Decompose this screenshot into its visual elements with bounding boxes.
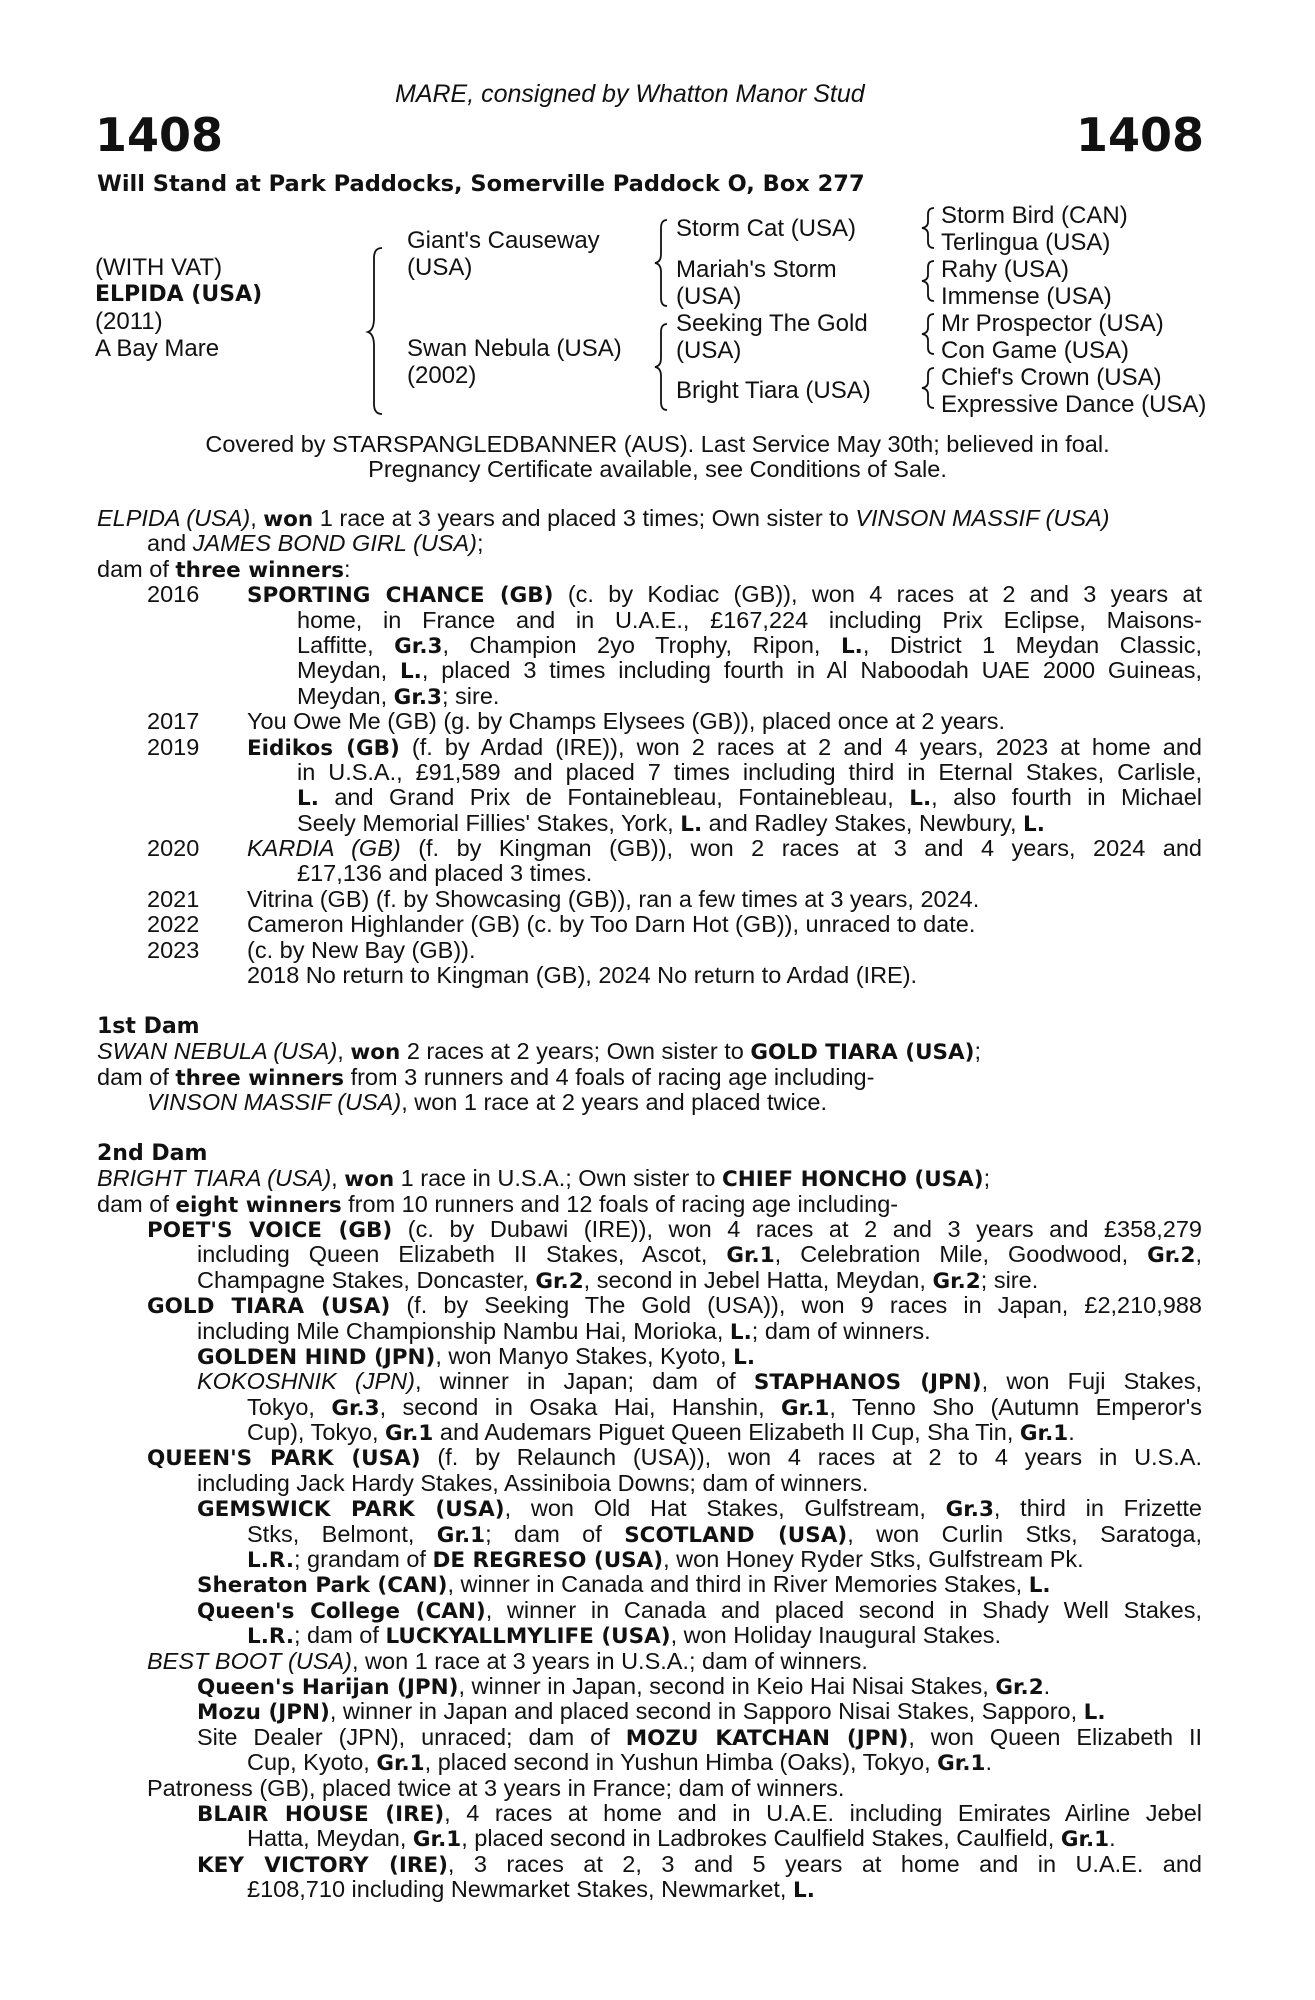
catalogue-text: [97, 506, 1202, 1902]
covered-note: Covered by STARSPANGLEDBANNER (AUS). Last Service May 30th; believed in foal. Pregnancy Certificate available, see Conditions of Sale.: [205, 431, 1110, 482]
text-line: BLAIR HOUSE (IRE), 4 races at home and in U.A.E. including Emirates Airline Jebel: [197, 1800, 1202, 1827]
no-return-note: 2018 No return to Kingman (GB), 2024 No return to Ardad (IRE).: [247, 962, 918, 989]
grandsire-maternal: Seeking The Gold (USA): [676, 310, 868, 364]
produce-2022: 2022 Cameron Highlander (GB) (c. by Too Darn Hot (GB)), unraced to date.: [147, 911, 976, 938]
text-line: Mozu (JPN), winner in Japan and placed second in Sapporo Nisai Stakes, Sapporo, L.: [197, 1698, 1106, 1726]
ggp-3: Rahy (USA): [941, 256, 1070, 283]
stand-location: Will Stand at Park Paddocks, Somerville Paddock O, Box 277: [97, 171, 865, 197]
grandsire-paternal: Storm Cat (USA): [676, 215, 857, 242]
text-line: GOLDEN HIND (JPN), won Manyo Stakes, Kyoto, L.: [197, 1342, 756, 1370]
pedigree-brace-dam: [655, 322, 669, 412]
consignor-subtitle: MARE, consigned by Whatton Manor Stud: [395, 80, 865, 108]
text-line: L.R.; dam of LUCKYALLMYLIFE (USA), won Holiday Inaugural Stakes.: [247, 1622, 1002, 1650]
brace-gg1: [922, 206, 936, 250]
granddam-maternal: Bright Tiara (USA): [676, 377, 871, 404]
text-line: POET'S VOICE (GB) (c. by Dubawi (IRE)), won 4 races at 2 and 3 years and £358,279: [147, 1216, 1202, 1243]
text-line: Cup), Tokyo, Gr.1 and Audemars Piguet Queen Elizabeth II Cup, Sha Tin, Gr.1.: [247, 1419, 1075, 1447]
produce-2020: 2020 KARDIA (GB) (f. by Kingman (GB)), won 2 races at 3 and 4 years, 2024 and £17,136 and placed 3 times.: [147, 835, 1202, 887]
ggp-6: Con Game (USA): [941, 337, 1130, 364]
text-line: QUEEN'S PARK (USA) (f. by Relaunch (USA)), won 4 races at 2 to 4 years in U.S.A.: [147, 1445, 1202, 1471]
produce-2019: 2019 Eidikos (GB) (f. by Ardad (IRE)), won 2 races at 2 and 4 years, 2023 at home and in U.S.A., £91,589 and placed 7 times including third in Eternal Stakes, Carlisle, L. and Grand Prix de Fontainebleau, Fontainebleau, L., also fourth in Michael Seely Memorial Fillies' Stakes, York, L. and Radley Stakes, Newbury, L.: [147, 733, 1202, 837]
text-line: GOLD TIARA (USA) (f. by Seeking The Gold (USA)), won 9 races in Japan, £2,210,988: [147, 1293, 1202, 1319]
text-line: including Jack Hardy Stakes, Assiniboia Downs; dam of winners.: [197, 1469, 869, 1496]
first-dam-heading: 1st Dam: [97, 1013, 200, 1039]
second-dam-heading: 2nd Dam: [97, 1140, 208, 1166]
dam: Swan Nebula (USA) (2002): [407, 335, 622, 389]
horse-description: A Bay Mare: [95, 335, 220, 362]
text-line: VINSON MASSIF (USA), won 1 race at 2 years and placed twice.: [147, 1088, 828, 1115]
text-line: Stks, Belmont, Gr.1; dam of SCOTLAND (USA), won Curlin Stks, Saratoga,: [247, 1521, 1202, 1548]
ggp-5: Mr Prospector (USA): [941, 310, 1164, 337]
text-line: Site Dealer (JPN), unraced; dam of MOZU KATCHAN (JPN), won Queen Elizabeth II: [197, 1724, 1202, 1751]
brace-gg3: [922, 312, 936, 356]
granddam-paternal: Mariah's Storm (USA): [676, 256, 837, 310]
vat-note: (WITH VAT): [95, 254, 223, 281]
text-line: and JAMES BOND GIRL (USA);: [147, 530, 484, 557]
produce-2021: 2021 Vitrina (GB) (f. by Showcasing (GB)), ran a few times at 3 years, 2024.: [147, 885, 980, 912]
produce-2016: 2016 SPORTING CHANCE (GB) (c. by Kodiac (GB)), won 4 races at 2 and 3 years at home, in France and in U.A.E., £167,224 including Prix Eclipse, Maisons- Laffitte, Gr.3, Champion 2yo Trophy, Ripon, L., District 1 Meydan Classic, Meydan, L., placed 3 times including fourth in Al Naboodah UAE 2000 Guineas, Meydan, Gr.3; sire.: [147, 581, 1202, 710]
ggp-4: Immense (USA): [941, 283, 1112, 310]
text-line: including Queen Elizabeth II Stakes, Ascot, Gr.1, Celebration Mile, Goodwood, Gr.2,: [197, 1242, 1202, 1268]
horse-name: ELPIDA (USA): [95, 282, 263, 307]
text-line: Patroness (GB), placed twice at 3 years in France; dam of winners.: [147, 1774, 845, 1801]
great-grandparents: [941, 202, 1206, 418]
text-line: BEST BOOT (USA), won 1 race at 3 years in U.S.A.; dam of winners.: [147, 1647, 868, 1674]
text-line: Sheraton Park (CAN), winner in Canada and third in River Memories Stakes, L.: [197, 1571, 1051, 1599]
ggp-8: Expressive Dance (USA): [941, 391, 1207, 418]
horse-info: [95, 254, 262, 362]
text-line: £108,710 including Newmarket Stakes, Newmarket, L.: [247, 1876, 815, 1904]
text-line: dam of three winners:: [97, 555, 351, 583]
text-line: SWAN NEBULA (USA), won 2 races at 2 years; Own sister to GOLD TIARA (USA);: [97, 1038, 982, 1066]
pedigree-brace-sire: [655, 218, 669, 308]
text-line: including Mile Championship Nambu Hai, Morioka, L.; dam of winners.: [197, 1317, 931, 1345]
ggp-7: Chief's Crown (USA): [941, 364, 1162, 391]
pedigree-brace-main: [368, 246, 388, 416]
text-line: Hatta, Meydan, Gr.1, placed second in Ladbrokes Caulfield Stakes, Caulfield, Gr.1.: [247, 1825, 1116, 1853]
brace-gg4: [922, 366, 936, 410]
text-line: GEMSWICK PARK (USA), won Old Hat Stakes, Gulfstream, Gr.3, third in Frizette: [197, 1496, 1202, 1522]
ggp-1: Storm Bird (CAN): [941, 202, 1128, 229]
text-line: Queen's College (CAN), winner in Canada and placed second in Shady Well Stakes,: [197, 1597, 1202, 1624]
lot-number-right: 1408: [1075, 108, 1204, 162]
brace-gg2: [922, 259, 936, 303]
ggp-2: Terlingua (USA): [941, 229, 1111, 256]
text-line: Champagne Stakes, Doncaster, Gr.2, second in Jebel Hatta, Meydan, Gr.2; sire.: [197, 1266, 1039, 1294]
text-line: ELPIDA (USA), won 1 race at 3 years and placed 3 times; Own sister to VINSON MASSIF (USA): [97, 505, 1110, 532]
produce-2023: 2023 (c. by New Bay (GB)).: [147, 936, 476, 963]
lot-number-left: 1408: [95, 108, 224, 162]
text-line: Tokyo, Gr.3, second in Osaka Hai, Hanshin, Gr.1, Tenno Sho (Autumn Emperor's: [247, 1394, 1202, 1421]
text-line: dam of eight winners from 10 runners and 12 foals of racing age including-: [97, 1190, 899, 1218]
sire: Giant's Causeway (USA): [407, 227, 600, 281]
text-line: BRIGHT TIARA (USA), won 1 race in U.S.A.; Own sister to CHIEF HONCHO (USA);: [97, 1165, 991, 1193]
text-line: Queen's Harijan (JPN), winner in Japan, second in Keio Hai Nisai Stakes, Gr.2.: [197, 1672, 1051, 1700]
text-line: KEY VICTORY (IRE), 3 races at 2, 3 and 5 years at home and in U.A.E. and: [197, 1851, 1202, 1878]
produce-2017: 2017 You Owe Me (GB) (g. by Champs Elysees (GB)), placed once at 2 years.: [147, 708, 1005, 735]
text-line: Cup, Kyoto, Gr.1, placed second in Yushun Himba (Oaks), Tokyo, Gr.1.: [247, 1749, 992, 1777]
horse-year: (2011): [95, 308, 163, 335]
text-line: KOKOSHNIK (JPN), winner in Japan; dam of STAPHANOS (JPN), won Fuji Stakes,: [197, 1369, 1202, 1395]
text-line: L.R.; grandam of DE REGRESO (USA), won Honey Ryder Stks, Gulfstream Pk.: [247, 1546, 1084, 1574]
text-line: dam of three winners from 3 runners and 4 foals of racing age including-: [97, 1063, 875, 1091]
